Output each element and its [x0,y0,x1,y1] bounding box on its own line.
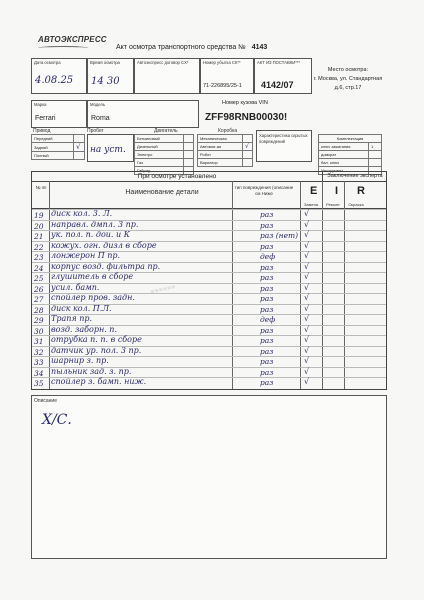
col-damage-header: тип повреждения (описание см Ниже [234,185,294,196]
row-damage-type: раз [260,325,274,335]
row-part-name: корпус возд. фильтра пр. [51,261,161,271]
row-replace-mark[interactable]: √ [304,303,310,313]
model-label: Модель [90,102,106,107]
row-replace-mark[interactable]: √ [304,209,310,218]
col-e-header: E [310,185,318,197]
gearbox-check-manual[interactable] [243,135,253,143]
col-i-header: I [335,185,339,197]
row-damage-type: раз [260,273,274,282]
row-part-name: глушитель в сборе [51,272,134,281]
row-number: 27 [34,295,44,304]
row-number: 22 [34,242,44,252]
place-value: г. Москва, ул. Стандартная д.6, стр.17 [313,76,383,91]
gearbox-option-auto[interactable]: Автомат-ая [198,143,243,151]
engine-option-diesel[interactable]: Дизельный [135,143,184,151]
gearbox-check-cvt[interactable] [243,159,253,167]
inspection-place [312,66,384,93]
row-damage-type: раз [260,262,274,272]
act-post-box [254,58,312,94]
brand-label: Марка [34,102,47,107]
row-part-name: направл. дмпл. 3 пр. [51,219,139,229]
reg-box [200,58,254,94]
row-number: 24 [34,263,44,273]
equipment-count-wrench[interactable] [369,159,382,167]
logo-swoosh [38,46,88,50]
row-replace-mark[interactable]: √ [304,293,310,302]
row-part-name: Трапя пр. [51,314,93,323]
row-damage-type: раз [260,304,274,314]
gearbox-check-auto[interactable]: √ [243,143,253,151]
brand-box [31,100,87,128]
row-part-name: возд. заборн. п. [51,324,117,334]
equipment-count-key[interactable]: 1 [369,143,382,151]
row-replace-mark[interactable]: √ [304,314,310,323]
row-part-name: спойлер з. бамп. ниж. [51,377,147,386]
equipment-table [318,134,382,175]
equipment-item-jack: домкрат [319,151,369,159]
engine-option-electric[interactable]: Электро [135,151,184,159]
row-number: 26 [34,284,44,294]
gearbox-check-robot[interactable] [243,151,253,159]
contract-label: Автоэкспресс договор CX* [137,60,189,65]
row-damage-type: раз [260,210,274,219]
engine-options [134,134,194,175]
engine-label: Двигатель [154,128,178,134]
description-label: Описание [34,398,58,404]
hidden-damage-label: Характеристика скрытых повреждений [259,133,308,144]
row-replace-mark[interactable]: √ [304,324,310,334]
gearbox-option-robot[interactable]: Робот [198,151,243,159]
description-box [31,395,387,559]
row-replace-mark[interactable]: √ [304,345,310,355]
row-replace-mark[interactable]: √ [304,251,310,260]
row-number: 19 [34,211,44,220]
mileage-label: Пробег [87,128,104,134]
model-value: Roma [91,115,110,122]
row-damage-type: раз [260,378,274,387]
act-number: 4143 [251,44,268,51]
row-replace-mark[interactable]: √ [304,219,310,229]
row-damage-type: раз [260,241,274,251]
drive-option-all[interactable]: Полный [32,152,74,160]
row-number: 33 [34,358,44,367]
row-number: 29 [34,316,44,325]
row-number: 35 [34,379,44,388]
hidden-damage-box [256,130,312,162]
row-replace-mark[interactable]: √ [304,282,310,292]
row-replace-mark[interactable]: √ [304,230,310,239]
row-part-name: диск кол. 3. Л. [51,209,113,218]
equipment-item-key: ключ зажигания [319,143,369,151]
row-number: 31 [34,337,44,346]
act-title [116,44,267,51]
row-number: 30 [34,326,44,336]
row-replace-mark[interactable]: √ [304,366,310,376]
row-number: 23 [34,253,44,262]
section-established: При осмотре установлено [32,172,322,182]
row-part-name: датчик ур. пол. 3 пр. [51,345,142,355]
description-value: Х/С. [42,412,72,428]
row-part-name: усил. бамп. [51,282,100,292]
table-row [32,377,386,389]
row-damage-type: раз [260,346,274,356]
mileage-box [87,134,134,162]
row-number: 32 [34,347,44,357]
engine-option-petrol[interactable]: Бензиновый [135,135,184,143]
col-i-sub: Ремонт [326,202,340,207]
row-damage-type: деф [260,315,276,324]
row-replace-mark[interactable]: √ [304,240,310,250]
drive-check-all[interactable] [74,152,85,160]
row-part-name: спойлер пров. задн. [51,293,135,302]
row-replace-mark[interactable]: √ [304,356,310,365]
date-label: Дата осмотра [34,60,61,65]
row-damage-type: раз [260,367,274,377]
damage-table [31,171,387,390]
col-num-header: № пп [35,185,47,190]
row-damage-type: деф [260,252,276,261]
drive-label: Привод [33,128,51,134]
row-part-name: отрубка п. п. в сборе [51,335,142,344]
drive-options [31,134,85,160]
row-damage-type: раз [260,357,274,366]
gearbox-option-manual[interactable]: Механическая [198,135,243,143]
drive-option-front[interactable]: Передний [32,135,74,143]
act-post-label: АКТ ИЗ ПОСТАВКИ*** [257,60,301,65]
brand-value: Ferrari [35,115,56,122]
row-number: 21 [34,232,44,241]
drive-option-rear[interactable]: Задний [32,143,74,152]
equipment-item-tools: Инструмент [319,167,369,175]
row-part-name: лонжерон П пр. [51,251,121,260]
row-part-name: шарнир з. пр. [51,356,109,365]
reg-label: Номер убытка СК** [203,60,241,65]
drive-check-rear[interactable]: √ [74,143,85,152]
contract-box [134,58,200,94]
row-replace-mark[interactable]: √ [304,272,310,281]
model-box [87,100,199,128]
col-part-header: Наименование детали [125,189,199,196]
date-value: 4.08.25 [35,75,74,86]
col-r-header: R [357,185,365,197]
engine-option-gas[interactable]: Газ [135,159,184,167]
mileage-value: на уст. [90,145,126,155]
gearbox-option-cvt[interactable]: Вариатор [198,159,243,167]
row-replace-mark[interactable]: √ [304,377,310,386]
company-logo [38,35,107,51]
row-number: 34 [34,368,44,378]
drive-check-front[interactable] [74,135,85,143]
equipment-count-jack[interactable] [369,151,382,159]
vin-label: Номер кузова VIN [222,100,268,106]
row-replace-mark[interactable]: √ [304,261,310,271]
row-damage-type: раз [260,220,274,230]
row-damage-type: раз [260,336,274,345]
row-damage-type: раз [260,294,274,303]
time-box [87,58,134,94]
row-replace-mark[interactable]: √ [304,335,310,344]
gearbox-options [197,134,253,167]
engine-check-diesel[interactable] [184,143,194,151]
watermark: ▪▪▪▪▪▪ [148,279,177,299]
row-part-name: ук. пол. п. дои. и К [51,230,130,239]
section-expert: Заключение эксперта [322,172,387,182]
equipment-label: Комплектация [319,135,382,143]
row-number: 28 [34,305,44,315]
row-number: 20 [34,221,44,231]
equipment-item-wrench: бал. ключ [319,159,369,167]
vin-value: ZFF98RNB00030! [205,112,288,123]
row-number: 25 [34,274,44,283]
row-part-name: кожух. огн. дизл в сборе [51,240,157,250]
reg-value: 71-226895/25-1 [203,83,242,89]
logo-text: АВТОЭКСПРЕСС [38,35,107,44]
date-box [31,58,87,94]
col-r-sub: Окраска [348,202,364,207]
row-damage-type: раз [260,283,274,293]
engine-check-electric[interactable] [184,151,194,159]
place-label: Место осмотра: [327,67,369,73]
row-damage-type: раз (нет) [260,231,299,240]
engine-option-hybrid[interactable]: Гибрид [135,167,184,175]
row-part-name: пыльник зад. з. пр. [51,366,132,376]
gearbox-label: Коробка [218,128,238,134]
engine-check-gas[interactable] [184,159,194,167]
engine-check-petrol[interactable] [184,135,194,143]
row-part-name: диск кол. П.Л. [51,303,112,313]
col-e-sub: Замена [303,202,319,207]
act-title-text: Акт осмотра транспортного средства № [116,44,246,51]
time-value: 14 30 [91,76,120,87]
act-post-value: 4142/07 [261,80,294,90]
time-label: Время осмотра [90,60,120,65]
